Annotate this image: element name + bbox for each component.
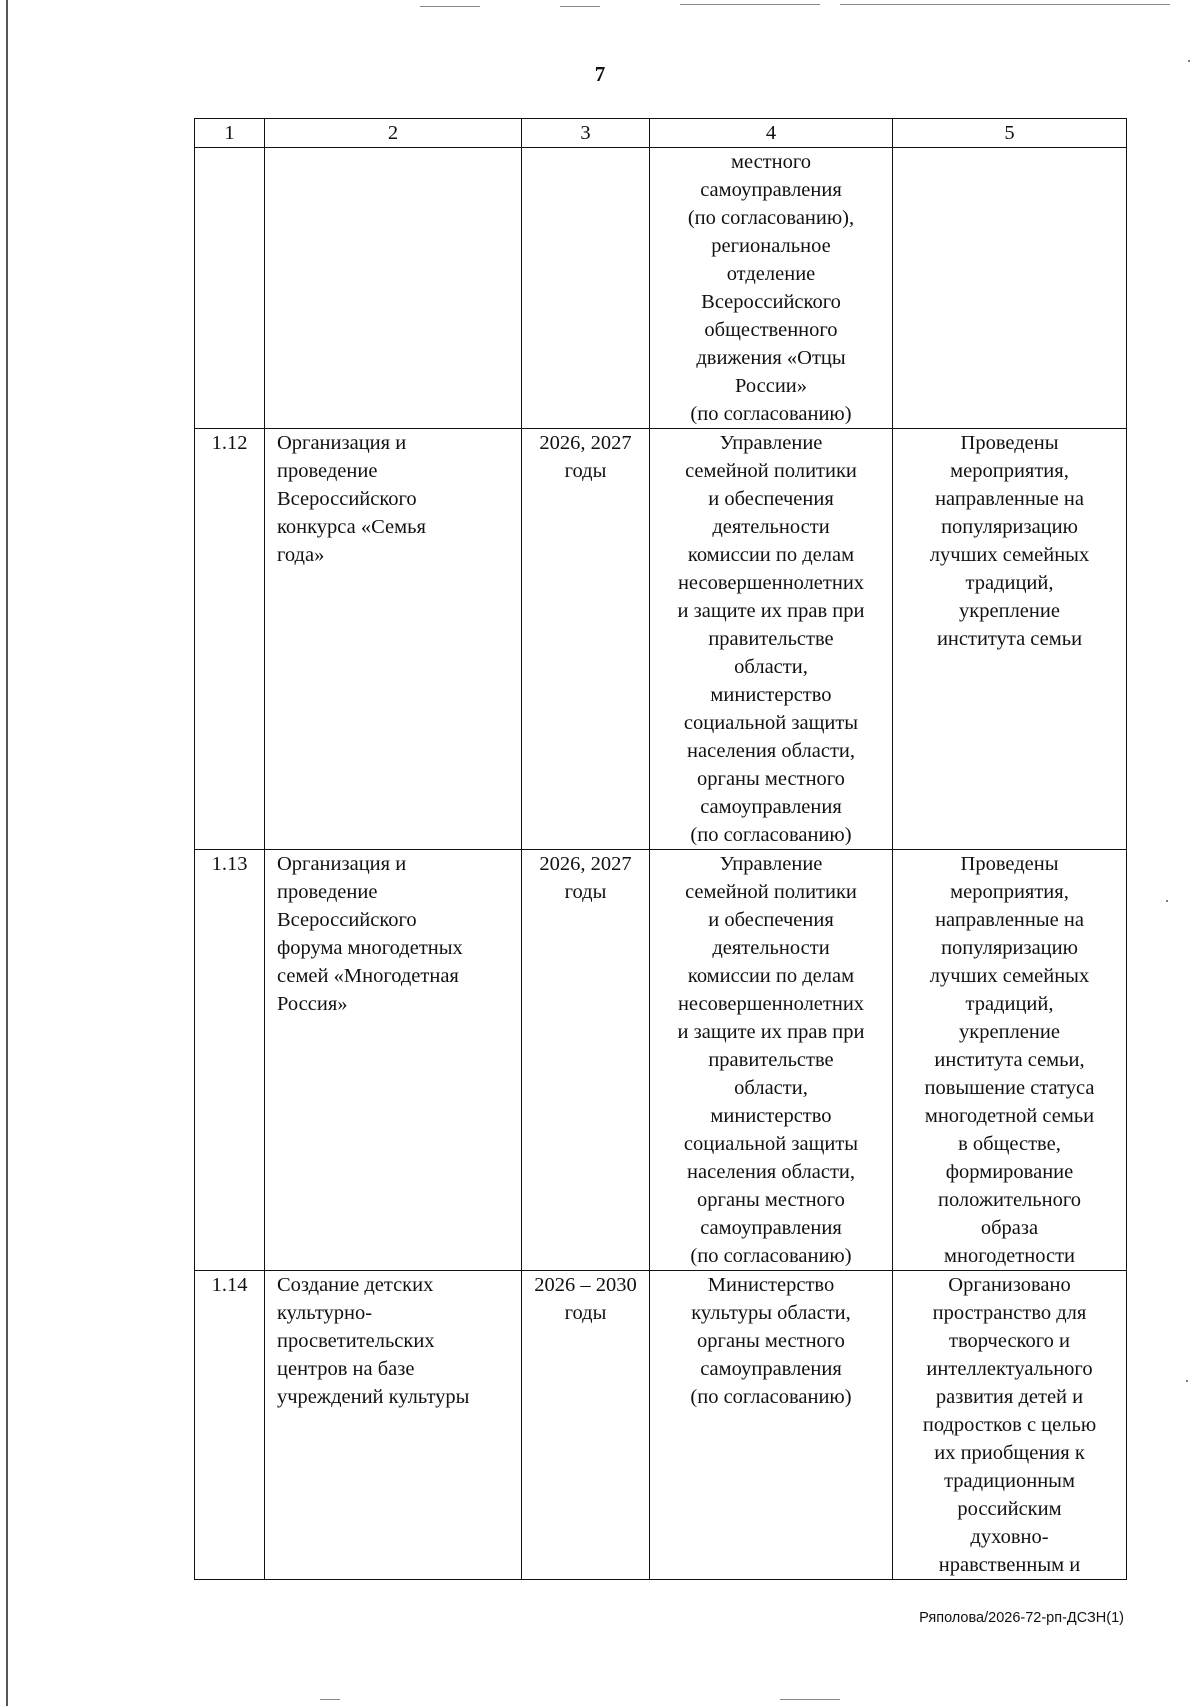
cell-text-line: мероприятия, [950,881,1069,903]
scan-artifact-top [560,6,600,7]
cell-text-line: семейной политики [685,460,857,482]
cell-text-line: Проведены [960,432,1059,454]
cell-text-line: движения «Отцы [696,347,846,369]
scan-artifact-top [680,4,820,5]
cell-text-line: форума многодетных [277,937,463,959]
cell-text-line: Всероссийского [277,488,417,510]
cell-text-line: несовершеннолетних [677,572,865,594]
cell-text-line: (по согласованию) [690,403,852,425]
cell-text-line: института семьи [936,628,1083,650]
cell-text-line: и защите их прав при [677,1021,865,1043]
cell-responsible [650,850,893,1271]
scan-artifact-top [420,6,480,7]
cell-text-line: области, [734,1077,808,1099]
cell-text-line: (по согласованию) [690,1386,852,1408]
table-row [195,850,1127,1271]
scan-artifact-top [840,4,1170,5]
cell-text-line: центров на базе [277,1358,415,1380]
cell-text-line: конкурса «Семья [277,516,426,538]
cell-text-line: культуры области, [691,1302,851,1324]
table-header-row [195,119,1127,148]
cell-text-line: органы местного [697,1330,845,1352]
cell-result [893,148,1127,429]
cell-text-line: популяризацию [941,937,1078,959]
cell-text-line: самоуправления [700,1358,842,1380]
cell-text-line: (по согласованию), [687,207,855,229]
cell-text-line: учреждений культуры [277,1386,470,1408]
column-header-5: 5 [893,119,1127,148]
cell-text-line: подростков с целью [922,1414,1097,1436]
table-body [195,119,1127,1580]
cell-text-line: лучших семейных [929,965,1090,987]
cell-text-line: министерство [710,684,832,706]
cell-text-line: деятельности [712,937,830,959]
cell-text-line: Всероссийского [277,909,417,931]
cell-text-line: годы [564,1302,607,1324]
cell-text-line: положительного [937,1189,1082,1211]
cell-text-line: региональное [711,235,831,257]
cell-text-line: семейной политики [685,881,857,903]
column-header-1: 1 [195,119,265,148]
cell-text-line: Управление [719,432,823,454]
cell-text-line: Организация и [277,432,407,454]
scan-artifact-dot [1166,900,1168,902]
row-number: 1.14 [211,1274,248,1296]
cell-text-line: интеллектуального [926,1358,1093,1380]
cell-text-line: Проведены [960,853,1059,875]
cell-event [265,850,522,1271]
cell-text-line: 2026, 2027 [539,432,632,454]
measures-table [194,118,1127,1580]
cell-responsible [650,429,893,850]
cell-text-line: Организация и [277,853,407,875]
cell-text-line: укрепление [959,600,1060,622]
cell-text-line: семей «Многодетная [277,965,459,987]
cell-text-line: общественного [704,319,838,341]
cell-text-line: и обеспечения [708,488,834,510]
cell-text-line: органы местного [697,768,845,790]
cell-text-line: просветительских [277,1330,435,1352]
cell-result [893,850,1127,1271]
cell-responsible [650,148,893,429]
cell-number [195,850,265,1271]
cell-event [265,1271,522,1580]
cell-text-line: проведение [277,460,378,482]
cell-text-line: и защите их прав при [677,600,865,622]
cell-event [265,148,522,429]
document-code: Ряполова/2026-72-рп-ДСЗН(1) [919,1610,1124,1626]
cell-text-line: России» [734,375,808,397]
cell-text-line: Россия» [277,993,348,1015]
cell-text-line: Организовано [948,1274,1071,1296]
column-header-3: 3 [522,119,650,148]
scan-artifact-bottom [320,1699,340,1700]
cell-text-line: популяризацию [941,516,1078,538]
cell-text-line: министерство [710,1105,832,1127]
cell-text-line: области, [734,656,808,678]
table-row-continuation [195,148,1127,429]
cell-text-line: творческого и [949,1330,1070,1352]
cell-result [893,429,1127,850]
cell-text-line: самоуправления [700,1217,842,1239]
cell-text-line: направленные на [935,488,1084,510]
cell-text-line: Министерство [707,1274,835,1296]
cell-text-line: (по согласованию) [690,824,852,846]
scan-artifact-dot [1186,1380,1188,1382]
cell-text-line: укрепление [959,1021,1060,1043]
cell-text-line: Всероссийского [701,291,841,313]
page-left-edge [6,0,8,1706]
cell-text-line: нравственным и [938,1554,1081,1576]
cell-text-line: правительстве [708,1049,834,1071]
cell-event [265,429,522,850]
table-row [195,1271,1127,1580]
cell-text-line: годы [564,460,607,482]
cell-text-line: 2026, 2027 [539,853,632,875]
cell-text-line: населения области, [687,740,855,762]
cell-text-line: Управление [719,853,823,875]
cell-text-line: культурно- [277,1302,373,1324]
row-number: 1.13 [211,853,248,875]
cell-text-line: 2026 – 2030 [534,1274,637,1296]
cell-text-line: направленные на [935,909,1084,931]
cell-text-line: проведение [277,881,378,903]
table-row [195,429,1127,850]
scan-artifact-bottom [780,1699,840,1700]
cell-text-line: многодетности [944,1245,1075,1267]
cell-text-line: образа [980,1217,1039,1239]
cell-text-line: деятельности [712,516,830,538]
cell-text-line: традиций, [965,993,1054,1015]
cell-text-line: их приобщения к [934,1442,1085,1464]
cell-text-line: (по согласованию) [690,1245,852,1267]
cell-term [522,850,650,1271]
cell-text-line: формирование [945,1161,1074,1183]
cell-term [522,148,650,429]
cell-text-line: самоуправления [700,796,842,818]
cell-text-line: института семьи, [934,1049,1085,1071]
cell-text-line: лучших семейных [929,544,1090,566]
cell-term [522,1271,650,1580]
cell-text-line: комиссии по делам [687,544,855,566]
cell-text-line: годы [564,881,607,903]
cell-text-line: отделение [726,263,816,285]
cell-text-line: традиций, [965,572,1054,594]
cell-text-line: российским [957,1498,1062,1520]
cell-text-line: многодетной семьи [924,1105,1095,1127]
cell-text-line: социальной защиты [683,712,859,734]
cell-text-line: традиционным [944,1470,1075,1492]
cell-text-line: духовно- [970,1526,1049,1548]
column-header-4: 4 [650,119,893,148]
cell-text-line: и обеспечения [708,909,834,931]
cell-text-line: социальной защиты [683,1133,859,1155]
page-number: 7 [594,62,606,86]
cell-text-line: комиссии по делам [687,965,855,987]
cell-number [195,148,265,429]
cell-text-line: повышение статуса [924,1077,1095,1099]
cell-responsible [650,1271,893,1580]
cell-text-line: Создание детских [277,1274,434,1296]
cell-text-line: мероприятия, [950,460,1069,482]
cell-text-line: органы местного [697,1189,845,1211]
cell-text-line: развития детей и [935,1386,1084,1408]
cell-text-line: в обществе, [958,1133,1061,1155]
cell-text-line: населения области, [687,1161,855,1183]
row-number: 1.12 [211,432,248,454]
cell-text-line: правительстве [708,628,834,650]
cell-number [195,1271,265,1580]
column-header-2: 2 [265,119,522,148]
cell-term [522,429,650,850]
cell-text-line: года» [277,544,325,566]
cell-text-line: местного [730,151,811,173]
cell-result [893,1271,1127,1580]
cell-text-line: несовершеннолетних [677,993,865,1015]
cell-text-line: самоуправления [700,179,842,201]
cell-number [195,429,265,850]
cell-text-line: пространство для [932,1302,1087,1324]
